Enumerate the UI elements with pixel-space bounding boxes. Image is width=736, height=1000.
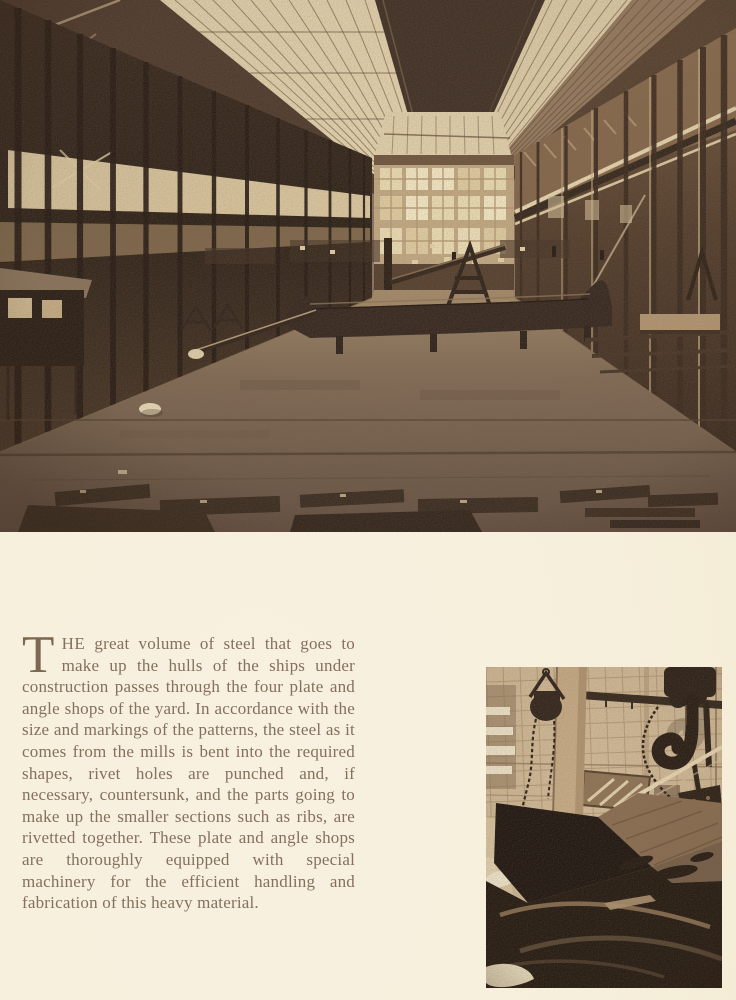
drop-cap: T: [22, 626, 55, 684]
article-paragraph: [22, 626, 355, 914]
lead-capitals: HE: [61, 634, 86, 653]
paragraph-text: great volume of steel that goes to make up the hulls of the ships under construction passes through the four plate and angle shops of the yard. In accordance with the size and markings of the patterns, the steel as it comes from the mills is bent into the required shapes, rivet holes are punched and, if necessary, countersunk, and the parts going to make up the smaller sections such as ribs, are rivetted together. These plate and angle shops are thoroughly equipped with special machinery for the efficient handling and fabrication of this heavy material.: [22, 634, 355, 913]
photo-vignette: [486, 667, 722, 988]
crane-hook-photo-illustration: [486, 667, 722, 988]
secondary-photo: [486, 667, 722, 988]
